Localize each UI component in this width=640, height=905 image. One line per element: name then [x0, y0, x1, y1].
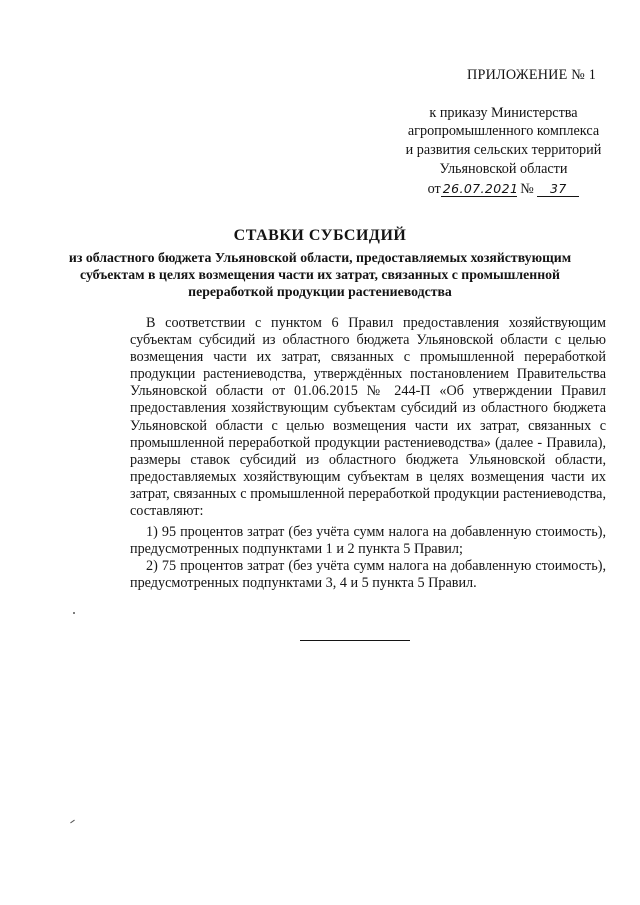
end-divider: [300, 640, 410, 641]
order-reference-line-1: к приказу Министерства: [429, 104, 578, 121]
list-item: 1) 95 процентов затрат (без учёта сумм налога на добавленную стоимость), предусмотренных подпунктами 1 и 2 пункта 5 Правил;: [130, 524, 606, 558]
order-reference-line-4: Ульяновской области: [439, 160, 568, 177]
heading-title: СТАВКИ СУБСИДИЙ: [233, 227, 407, 244]
appendix-block: [401, 66, 606, 198]
handwritten-number: 37: [537, 181, 579, 197]
scan-speck: [73, 612, 75, 614]
scan-speck: [70, 820, 75, 824]
date-prefix: от: [427, 180, 441, 197]
appendix-title: ПРИЛОЖЕНИЕ № 1: [467, 67, 596, 83]
order-reference-line-3: и развития сельских территорий: [405, 142, 602, 159]
heading-subtitle: из областного бюджета Ульяновской области, предоставляемых хозяйствующим субъектам в целях возмещения части их затрат, связанных с промышленной переработкой продукции растениеводства: [68, 250, 572, 299]
order-date-number-line: [401, 180, 606, 199]
document-heading: [60, 226, 580, 300]
order-reference-line-2: агропромышленного комплекса: [407, 123, 600, 140]
handwritten-date: 26.07.2021: [442, 180, 519, 196]
intro-paragraph: В соответствии с пунктом 6 Правил предоставления хозяйствующим субъектам субсидий из областного бюджета Ульяновской области с целью возмещения части их затрат, связанных с промышленной переработкой продукции растениеводства, утверждённых постановлением Правительства Ульяновской области от 01.06.2015 № 244-П «Об утверждении Правил предоставления хозяйствующим субъектам субсидий из областного бюджета Ульяновской области с целью возмещения части их затрат, связанных с промышленной переработкой продукции растениеводства» (далее - Правила), размеры ставок субсидий из областного бюджета Ульяновской области, предоставляемых хозяйствующим субъектам в целях возмещения части их затрат, связанных с промышленной переработкой продукции растениеводства, составляют:: [130, 315, 606, 520]
list-item: 2) 75 процентов затрат (без учёта сумм налога на добавленную стоимость), предусмотренных подпунктами 3, 4 и 5 пункта 5 Правил.: [130, 558, 606, 592]
number-prefix: №: [520, 180, 534, 197]
